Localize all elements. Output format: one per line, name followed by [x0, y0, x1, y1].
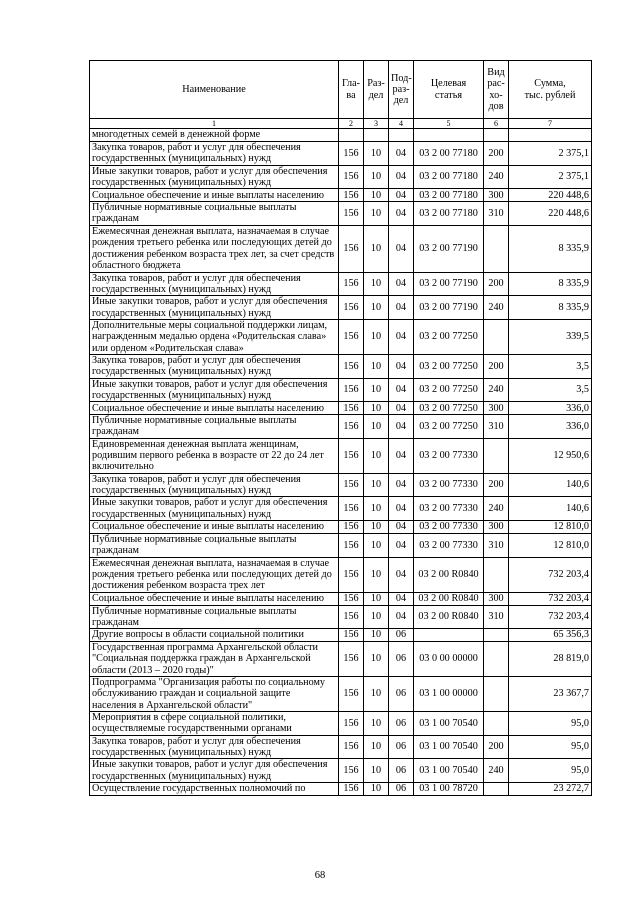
- row-kind: [484, 319, 509, 354]
- row-kind: [484, 629, 509, 642]
- table-row: [90, 378, 592, 402]
- row-target: 03 1 00 78720: [414, 782, 484, 795]
- table-row: [90, 473, 592, 497]
- row-target: 03 2 00 77250: [414, 319, 484, 354]
- table-row: [90, 677, 592, 712]
- row-subsection: 04: [389, 354, 414, 378]
- table-row: [90, 782, 592, 795]
- row-section: 10: [364, 642, 389, 677]
- row-sum: 23 272,7: [509, 782, 592, 795]
- row-section: [364, 129, 389, 142]
- table-row: [90, 142, 592, 166]
- row-section: 10: [364, 605, 389, 629]
- header-row: [90, 61, 592, 119]
- row-sum: 140,6: [509, 473, 592, 497]
- row-chapter: 156: [339, 782, 364, 795]
- row-subsection: 04: [389, 497, 414, 521]
- row-chapter: 156: [339, 165, 364, 189]
- row-section: 10: [364, 438, 389, 473]
- row-subsection: 04: [389, 533, 414, 557]
- row-target: 03 2 00 77330: [414, 533, 484, 557]
- row-name: Закупка товаров, работ и услуг для обеспечения государственных (муниципальных) нужд: [90, 354, 339, 378]
- table-row: [90, 202, 592, 226]
- row-chapter: [339, 129, 364, 142]
- row-name: Публичные нормативные социальные выплаты гражданам: [90, 533, 339, 557]
- row-chapter: 156: [339, 473, 364, 497]
- row-name: Социальное обеспечение и иные выплаты населению: [90, 402, 339, 415]
- table-row: [90, 354, 592, 378]
- row-target: 03 1 00 70540: [414, 712, 484, 736]
- row-name: Иные закупки товаров, работ и услуг для обеспечения государственных (муниципальных) нужд: [90, 378, 339, 402]
- row-subsection: 04: [389, 402, 414, 415]
- row-kind: 200: [484, 272, 509, 296]
- row-section: 10: [364, 202, 389, 226]
- row-section: 10: [364, 629, 389, 642]
- row-name: Иные закупки товаров, работ и услуг для обеспечения государственных (муниципальных) нужд: [90, 759, 339, 783]
- row-sum: 95,0: [509, 712, 592, 736]
- row-kind: [484, 129, 509, 142]
- row-target: 03 2 00 R0840: [414, 605, 484, 629]
- table-row: [90, 629, 592, 642]
- row-chapter: 156: [339, 202, 364, 226]
- row-target: 03 2 00 R0840: [414, 557, 484, 592]
- row-sum: 220 448,6: [509, 189, 592, 202]
- col-header-subsection: Под- раз- дел: [389, 61, 414, 119]
- row-kind: 240: [484, 759, 509, 783]
- row-chapter: 156: [339, 415, 364, 439]
- row-section: 10: [364, 165, 389, 189]
- col-number: 6: [484, 119, 509, 129]
- row-name: Иные закупки товаров, работ и услуг для обеспечения государственных (муниципальных) нужд: [90, 296, 339, 320]
- row-name: Ежемесячная денежная выплата, назначаемая в случае рождения третьего ребенка или последующих детей до достижения ребенком возраста трех лет: [90, 557, 339, 592]
- row-subsection: 06: [389, 735, 414, 759]
- row-sum: 336,0: [509, 415, 592, 439]
- row-sum: 140,6: [509, 497, 592, 521]
- row-subsection: 04: [389, 378, 414, 402]
- row-target: 03 0 00 00000: [414, 642, 484, 677]
- row-kind: 300: [484, 520, 509, 533]
- row-target: 03 1 00 00000: [414, 677, 484, 712]
- row-kind: [484, 557, 509, 592]
- row-subsection: 04: [389, 189, 414, 202]
- row-kind: 300: [484, 592, 509, 605]
- row-subsection: 04: [389, 319, 414, 354]
- row-kind: [484, 677, 509, 712]
- table-row: [90, 165, 592, 189]
- row-sum: 12 810,0: [509, 533, 592, 557]
- table-row: [90, 533, 592, 557]
- row-target: [414, 129, 484, 142]
- row-chapter: 156: [339, 354, 364, 378]
- table-row: [90, 319, 592, 354]
- row-kind: [484, 712, 509, 736]
- row-section: 10: [364, 592, 389, 605]
- row-kind: 200: [484, 354, 509, 378]
- row-chapter: 156: [339, 272, 364, 296]
- col-number: 1: [90, 119, 339, 129]
- row-chapter: 156: [339, 225, 364, 272]
- row-section: 10: [364, 557, 389, 592]
- row-chapter: 156: [339, 497, 364, 521]
- row-kind: 310: [484, 415, 509, 439]
- page-number: 68: [314, 870, 326, 881]
- row-target: 03 2 00 77180: [414, 142, 484, 166]
- row-sum: 65 356,3: [509, 629, 592, 642]
- row-name: Мероприятия в сфере социальной политики, осуществляемые государственными органами: [90, 712, 339, 736]
- row-name: Публичные нормативные социальные выплаты гражданам: [90, 202, 339, 226]
- row-subsection: 04: [389, 202, 414, 226]
- row-chapter: 156: [339, 533, 364, 557]
- row-target: 03 1 00 70540: [414, 759, 484, 783]
- table-row: [90, 605, 592, 629]
- row-target: 03 2 00 77180: [414, 189, 484, 202]
- table-row: [90, 415, 592, 439]
- row-chapter: 156: [339, 605, 364, 629]
- row-subsection: 04: [389, 225, 414, 272]
- row-subsection: 06: [389, 642, 414, 677]
- row-name: Другие вопросы в области социальной политики: [90, 629, 339, 642]
- row-subsection: 04: [389, 438, 414, 473]
- row-chapter: 156: [339, 592, 364, 605]
- row-chapter: 156: [339, 712, 364, 736]
- row-name: многодетных семей в денежной форме: [90, 129, 339, 142]
- row-subsection: 06: [389, 677, 414, 712]
- row-subsection: [389, 129, 414, 142]
- column-number-row: [90, 119, 592, 129]
- row-section: 10: [364, 225, 389, 272]
- row-target: 03 1 00 70540: [414, 735, 484, 759]
- row-name: Закупка товаров, работ и услуг для обеспечения государственных (муниципальных) нужд: [90, 272, 339, 296]
- row-chapter: 156: [339, 319, 364, 354]
- row-chapter: 156: [339, 677, 364, 712]
- table-row: [90, 642, 592, 677]
- table-row: [90, 735, 592, 759]
- row-sum: 95,0: [509, 735, 592, 759]
- row-kind: 310: [484, 533, 509, 557]
- row-sum: 95,0: [509, 759, 592, 783]
- row-kind: [484, 782, 509, 795]
- row-target: 03 2 00 77250: [414, 415, 484, 439]
- row-target: 03 2 00 77180: [414, 202, 484, 226]
- table-row: [90, 296, 592, 320]
- row-target: 03 2 00 77330: [414, 438, 484, 473]
- row-name: Подпрограмма "Организация работы по социальному обслуживанию граждан и социальной защите населения в Архангельской области": [90, 677, 339, 712]
- table-row: [90, 497, 592, 521]
- row-subsection: 04: [389, 415, 414, 439]
- row-target: 03 2 00 77330: [414, 497, 484, 521]
- row-kind: 200: [484, 473, 509, 497]
- row-target: 03 2 00 77190: [414, 296, 484, 320]
- table-row: [90, 520, 592, 533]
- row-chapter: 156: [339, 402, 364, 415]
- row-kind: 310: [484, 605, 509, 629]
- row-kind: 300: [484, 402, 509, 415]
- row-sum: 3,5: [509, 378, 592, 402]
- table-row: [90, 272, 592, 296]
- row-kind: 200: [484, 142, 509, 166]
- row-section: 10: [364, 319, 389, 354]
- col-number: 5: [414, 119, 484, 129]
- row-chapter: 156: [339, 296, 364, 320]
- row-sum: 732 203,4: [509, 557, 592, 592]
- row-kind: 200: [484, 735, 509, 759]
- row-section: 10: [364, 402, 389, 415]
- row-target: 03 2 00 77330: [414, 473, 484, 497]
- row-section: 10: [364, 378, 389, 402]
- row-chapter: 156: [339, 438, 364, 473]
- row-target: 03 2 00 77180: [414, 165, 484, 189]
- row-kind: [484, 225, 509, 272]
- row-subsection: 06: [389, 629, 414, 642]
- row-subsection: 04: [389, 165, 414, 189]
- row-target: 03 2 00 77190: [414, 272, 484, 296]
- row-section: 10: [364, 189, 389, 202]
- col-number: 7: [509, 119, 592, 129]
- row-name: Социальное обеспечение и иные выплаты населению: [90, 520, 339, 533]
- col-header-sum: Сумма, тыс. рублей: [509, 61, 592, 119]
- row-target: 03 2 00 77250: [414, 378, 484, 402]
- row-sum: 336,0: [509, 402, 592, 415]
- row-target: 03 2 00 R0840: [414, 592, 484, 605]
- row-name: Закупка товаров, работ и услуг для обеспечения государственных (муниципальных) нужд: [90, 735, 339, 759]
- row-sum: 732 203,4: [509, 592, 592, 605]
- row-name: Публичные нормативные социальные выплаты гражданам: [90, 605, 339, 629]
- row-name: Иные закупки товаров, работ и услуг для обеспечения государственных (муниципальных) нужд: [90, 497, 339, 521]
- row-section: 10: [364, 533, 389, 557]
- table-row: [90, 189, 592, 202]
- row-name: Иные закупки товаров, работ и услуг для обеспечения государственных (муниципальных) нужд: [90, 165, 339, 189]
- row-chapter: 156: [339, 142, 364, 166]
- budget-table: [89, 60, 592, 796]
- row-chapter: 156: [339, 629, 364, 642]
- row-target: 03 2 00 77330: [414, 520, 484, 533]
- col-header-chapter: Гла- ва: [339, 61, 364, 119]
- col-header-name: Наименование: [90, 61, 339, 119]
- row-chapter: 156: [339, 378, 364, 402]
- row-chapter: 156: [339, 557, 364, 592]
- row-kind: 240: [484, 165, 509, 189]
- row-subsection: 04: [389, 605, 414, 629]
- col-number: 4: [389, 119, 414, 129]
- row-kind: [484, 642, 509, 677]
- row-name: Социальное обеспечение и иные выплаты населению: [90, 592, 339, 605]
- row-chapter: 156: [339, 642, 364, 677]
- row-kind: 240: [484, 296, 509, 320]
- row-chapter: 156: [339, 189, 364, 202]
- row-section: 10: [364, 520, 389, 533]
- row-sum: 28 819,0: [509, 642, 592, 677]
- row-section: 10: [364, 354, 389, 378]
- row-section: 10: [364, 712, 389, 736]
- row-subsection: 06: [389, 712, 414, 736]
- row-subsection: 04: [389, 592, 414, 605]
- row-sum: 732 203,4: [509, 605, 592, 629]
- row-sum: 2 375,1: [509, 142, 592, 166]
- row-section: 10: [364, 782, 389, 795]
- table-row: [90, 402, 592, 415]
- row-name: Осуществление государственных полномочий по: [90, 782, 339, 795]
- row-name: Ежемесячная денежная выплата, назначаемая в случае рождения третьего ребенка или последующих детей до достижения ребенком возраста трех лет, за счет средств областного бюджета: [90, 225, 339, 272]
- row-sum: 12 810,0: [509, 520, 592, 533]
- row-subsection: 04: [389, 272, 414, 296]
- row-section: 10: [364, 142, 389, 166]
- row-chapter: 156: [339, 759, 364, 783]
- row-section: 10: [364, 497, 389, 521]
- row-section: 10: [364, 415, 389, 439]
- row-sum: 2 375,1: [509, 165, 592, 189]
- row-sum: 12 950,6: [509, 438, 592, 473]
- row-sum: 8 335,9: [509, 272, 592, 296]
- row-target: 03 2 00 77190: [414, 225, 484, 272]
- row-subsection: 06: [389, 782, 414, 795]
- row-name: Государственная программа Архангельской области "Социальная поддержка граждан в Архангельской области (2013 – 2020 годы)": [90, 642, 339, 677]
- table-row: [90, 712, 592, 736]
- row-target: 03 2 00 77250: [414, 402, 484, 415]
- row-subsection: 04: [389, 142, 414, 166]
- row-sum: 339,5: [509, 319, 592, 354]
- row-sum: [509, 129, 592, 142]
- row-target: 03 2 00 77250: [414, 354, 484, 378]
- table-row: [90, 129, 592, 142]
- row-section: 10: [364, 759, 389, 783]
- col-number: 3: [364, 119, 389, 129]
- row-sum: 220 448,6: [509, 202, 592, 226]
- row-section: 10: [364, 272, 389, 296]
- row-sum: 8 335,9: [509, 225, 592, 272]
- col-number: 2: [339, 119, 364, 129]
- row-name: Закупка товаров, работ и услуг для обеспечения государственных (муниципальных) нужд: [90, 142, 339, 166]
- row-section: 10: [364, 473, 389, 497]
- row-kind: 240: [484, 378, 509, 402]
- row-chapter: 156: [339, 520, 364, 533]
- table-row: [90, 557, 592, 592]
- table-row: [90, 759, 592, 783]
- row-chapter: 156: [339, 735, 364, 759]
- row-name: Социальное обеспечение и иные выплаты населению: [90, 189, 339, 202]
- table-row: [90, 592, 592, 605]
- row-name: Дополнительные меры социальной поддержки лицам, награжденным медалью ордена «Родительская слава» или орденом «Родительская слава»: [90, 319, 339, 354]
- row-kind: 300: [484, 189, 509, 202]
- col-header-kind: Вид рас- хо- дов: [484, 61, 509, 119]
- row-sum: 3,5: [509, 354, 592, 378]
- row-subsection: 06: [389, 759, 414, 783]
- row-kind: 240: [484, 497, 509, 521]
- col-header-target: Целевая статья: [414, 61, 484, 119]
- row-name: Публичные нормативные социальные выплаты гражданам: [90, 415, 339, 439]
- table-row: [90, 225, 592, 272]
- row-name: Единовременная денежная выплата женщинам, родившим первого ребенка в возрасте от 22 до 24 лет включительно: [90, 438, 339, 473]
- row-subsection: 04: [389, 520, 414, 533]
- row-section: 10: [364, 735, 389, 759]
- row-sum: 8 335,9: [509, 296, 592, 320]
- row-name: Закупка товаров, работ и услуг для обеспечения государственных (муниципальных) нужд: [90, 473, 339, 497]
- row-subsection: 04: [389, 557, 414, 592]
- table-row: [90, 438, 592, 473]
- row-sum: 23 367,7: [509, 677, 592, 712]
- col-header-section: Раз- дел: [364, 61, 389, 119]
- row-section: 10: [364, 296, 389, 320]
- row-subsection: 04: [389, 296, 414, 320]
- row-subsection: 04: [389, 473, 414, 497]
- row-kind: 310: [484, 202, 509, 226]
- row-section: 10: [364, 677, 389, 712]
- row-kind: [484, 438, 509, 473]
- row-target: [414, 629, 484, 642]
- table-body: [90, 129, 592, 796]
